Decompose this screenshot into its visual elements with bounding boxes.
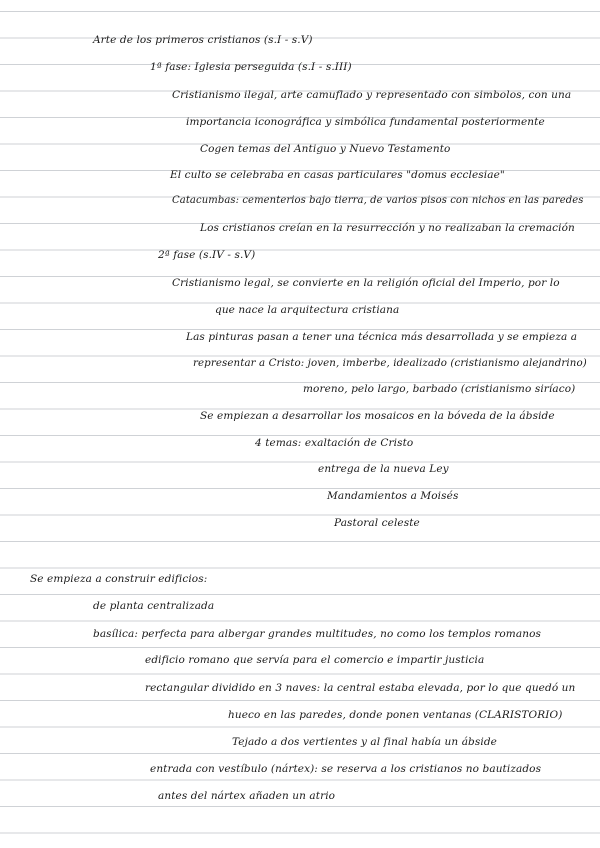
note-line: basílica: perfecta para albergar grandes multitudes, no como los templos romanos: [93, 628, 541, 640]
note-heading-phase-1: 1ª fase: Iglesia perseguida (s.I - s.III): [150, 61, 352, 73]
note-line: Catacumbas: cementerios bajo tierra, de varios pisos con nichos en las paredes: [172, 195, 584, 206]
note-heading-buildings: Se empieza a construir edificios:: [30, 573, 208, 585]
note-line: Los cristianos creían en la resurrección y no realizaban la cremación: [200, 222, 575, 234]
note-heading-phase-2: 2ª fase (s.IV - s.V): [158, 249, 256, 261]
note-line: edificio romano que servía para el comercio e impartir justicia: [145, 654, 485, 666]
note-line: Se empiezan a desarrollar los mosaicos en la bóveda de la ábside: [200, 410, 555, 422]
note-line: importancia iconográfica y simbólica fundamental posteriormente: [186, 116, 545, 128]
note-line: Pastoral celeste: [334, 517, 420, 529]
note-title: Arte de los primeros cristianos (s.I - s.V): [93, 34, 313, 46]
note-line: rectangular dividido en 3 naves: la central estaba elevada, por lo que quedó un: [145, 682, 576, 694]
note-line: Cogen temas del Antiguo y Nuevo Testamento: [200, 143, 451, 155]
note-line: El culto se celebraba en casas particulares "domus ecclesiae": [170, 169, 505, 181]
note-line: entrada con vestíbulo (nártex): se reserva a los cristianos no bautizados: [150, 763, 542, 775]
note-line: Las pinturas pasan a tener una técnica más desarrollada y se empieza a: [186, 331, 578, 343]
note-line: 4 temas: exaltación de Cristo: [255, 437, 414, 449]
note-line: moreno, pelo largo, barbado (cristianismo siríaco): [303, 383, 576, 395]
note-line: Cristianismo legal, se convierte en la religión oficial del Imperio, por lo: [172, 277, 560, 289]
note-line: antes del nártex añaden un atrio: [158, 790, 336, 802]
note-line: Cristianismo ilegal, arte camuflado y representado con simbolos, con una: [172, 89, 572, 101]
note-line: representar a Cristo: joven, imberbe, idealizado (cristianismo alejandrino): [193, 357, 587, 369]
note-line: que nace la arquitectura cristiana: [215, 304, 400, 316]
note-line: Tejado a dos vertientes y al final había un ábside: [232, 736, 497, 748]
note-line: Mandamientos a Moisés: [327, 490, 459, 502]
note-line: entrega de la nueva Ley: [318, 463, 449, 475]
note-line: hueco en las paredes, donde ponen ventanas (CLARISTORIO): [228, 709, 563, 721]
note-line: de planta centralizada: [93, 600, 215, 612]
